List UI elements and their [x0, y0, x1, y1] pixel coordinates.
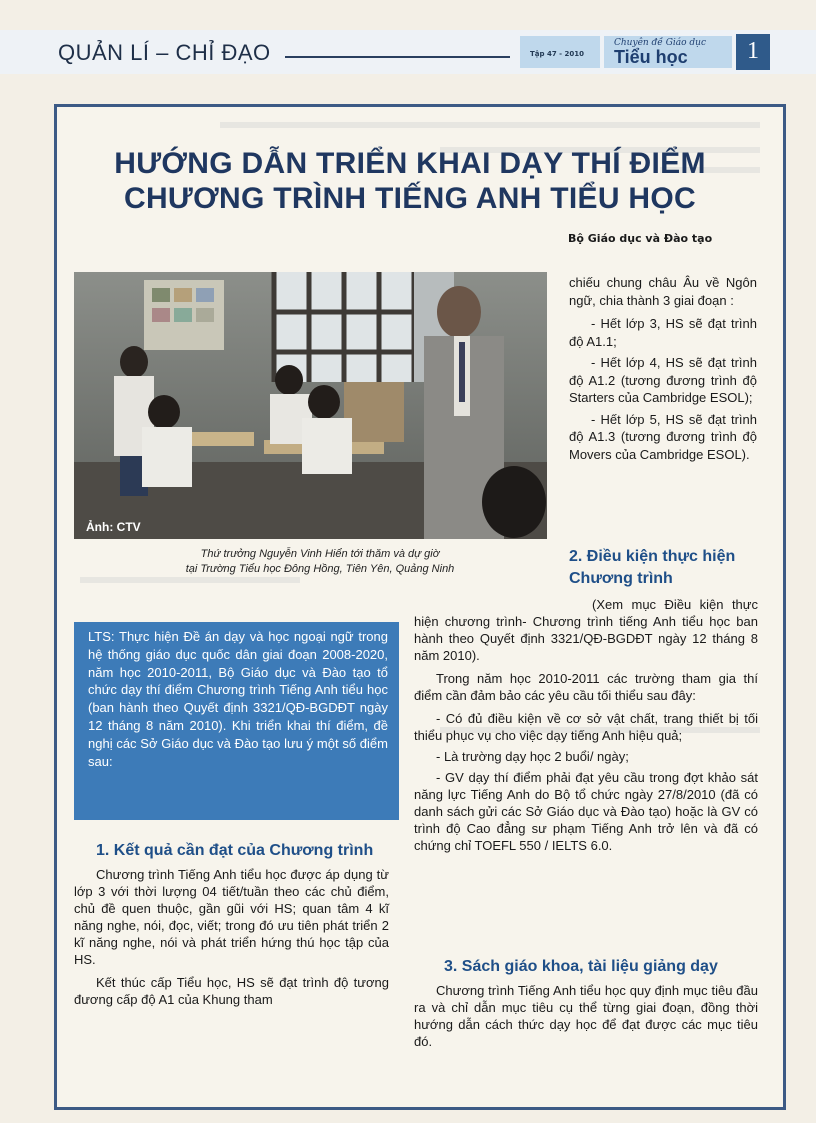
- requirement-item: - Có đủ điều kiện về cơ sở vật chất, trang thiết bị tối thiểu phục vụ cho việc dạy tiếng Anh hiệu quả;: [414, 711, 758, 743]
- level-item: - Hết lớp 5, HS sẽ đạt trình độ A1.3 (tương đương trình độ Movers của Cambridge ESOL).: [569, 411, 757, 462]
- magazine-name: Tiểu học: [614, 47, 688, 67]
- section-2-heading-line-1: 2. Điều kiện thực hiện: [569, 548, 736, 565]
- section-1-heading: 1. Kết quả cần đạt của Chương trình: [96, 842, 374, 859]
- levels-intro: chiếu chung châu Âu về Ngôn ngữ, chia thành 3 giai đoạn :: [569, 275, 757, 308]
- levels-column: [569, 274, 757, 467]
- classroom-photo: [74, 272, 547, 539]
- requirement-item: - Là trường dạy học 2 buổi/ ngày;: [436, 749, 629, 764]
- editor-note-text: LTS: Thực hiện Đề án dạy và học ngoại ngữ trong hệ thống giáo dục quốc dân giai đoạn 2008-2020, năm học 2010-2011, Bộ Giáo dục và Đào tạo tổ chức dạy thí điểm Chương trình Tiếng Anh tiểu học (ban hành theo Quyết định 3321/QĐ-BGDĐT ngày 12 tháng 8 năm 2010). Khi triển khai thí điểm, đề nghị các Sở Giáo dục và Đào tạo lưu ý một số điểm sau:: [88, 629, 388, 769]
- section-3-heading: 3. Sách giáo khoa, tài liệu giảng dạy: [444, 958, 718, 975]
- requirements-list: [414, 710, 758, 854]
- author-line: Bộ Giáo dục và Đào tạo: [568, 232, 713, 245]
- title-line-1: HƯỚNG DẪN TRIỂN KHAI DẠY THÍ ĐIỂM: [114, 147, 706, 180]
- section-2-heading: [569, 546, 735, 590]
- section-1-body: [74, 866, 389, 1014]
- article-title: [70, 146, 750, 216]
- requirement-item: - GV dạy thí điểm phải đạt yêu cầu trong đợt khảo sát năng lực Tiếng Anh do Bộ tổ chức ngày 27/8/2010 (đã có danh sách gửi các Sở Giáo dục và Đào tạo) hoặc là GV có trình độ Cao đẳng sư phạm Tiếng Anh trở lên và đã có chứng chỉ TOEFL 550 / IELTS 6.0.: [414, 770, 758, 853]
- magazine-subtitle: Chuyên đề Giáo dục: [614, 38, 707, 48]
- caption-line-1: Thứ trưởng Nguyễn Vinh Hiển tới thăm và dự giờ: [200, 548, 440, 560]
- section-3-body: [414, 982, 758, 1056]
- section-1-paragraph: Chương trình Tiếng Anh tiểu học được áp dụng từ lớp 3 với thời lượng 04 tiết/tuần theo các chủ điểm, chủ đề quen thuộc, gần gũi với HS; quan tâm 4 kĩ năng nghe, nói, đọc, viết; trong đó ưu tiên phát triển 2 kĩ năng nghe, nói và phát triển hứng thú học tập của HS.: [74, 867, 389, 967]
- caption-line-2: tại Trường Tiểu học Đông Hồng, Tiên Yên, Quảng Ninh: [185, 563, 455, 575]
- level-item: - Hết lớp 4, HS sẽ đạt trình độ A1.2 (tương đương trình độ Starters của Cambridge ESOL);: [569, 355, 757, 405]
- section-3-paragraph: Chương trình Tiếng Anh tiểu học quy định mục tiêu đầu ra và chỉ dẫn mục tiêu cụ thể từng giai đoạn, đồng thời hướng dẫn cách thức dạy học để đạt được các mục tiêu đó.: [414, 983, 758, 1049]
- section-2-heading-line-2: Chương trình: [569, 570, 673, 587]
- section-2-paragraph: Trong năm học 2010-2011 các trường tham gia thí điểm cần đảm bảo các yêu cầu tối thiểu sau đây:: [414, 671, 758, 703]
- section-1-paragraph: Kết thúc cấp Tiểu học, HS sẽ đạt trình độ tương đương cấp độ A1 của Khung tham: [74, 975, 389, 1007]
- page-number: 1: [747, 38, 759, 64]
- photo-caption: [150, 547, 490, 577]
- issue-label: Tập 47 - 2010: [530, 50, 584, 58]
- section-2-body: [414, 596, 758, 858]
- photo-credit: Ảnh: CTV: [86, 520, 141, 534]
- section-2-reference: (Xem mục Điều kiện thực hiện chương trình- Chương trình tiếng Anh tiểu học ban hành theo Quyết định 3321/QĐ-BGDĐT ngày 12 tháng 8 năm 2010).: [414, 597, 758, 663]
- section-label: QUẢN LÍ – CHỈ ĐẠO: [58, 40, 271, 65]
- title-line-2: CHƯƠNG TRÌNH TIẾNG ANH TIỂU HỌC: [124, 182, 696, 215]
- level-item: - Hết lớp 3, HS sẽ đạt trình độ A1.1;: [569, 316, 757, 349]
- levels-list: [569, 315, 757, 463]
- header-rule: [285, 56, 510, 58]
